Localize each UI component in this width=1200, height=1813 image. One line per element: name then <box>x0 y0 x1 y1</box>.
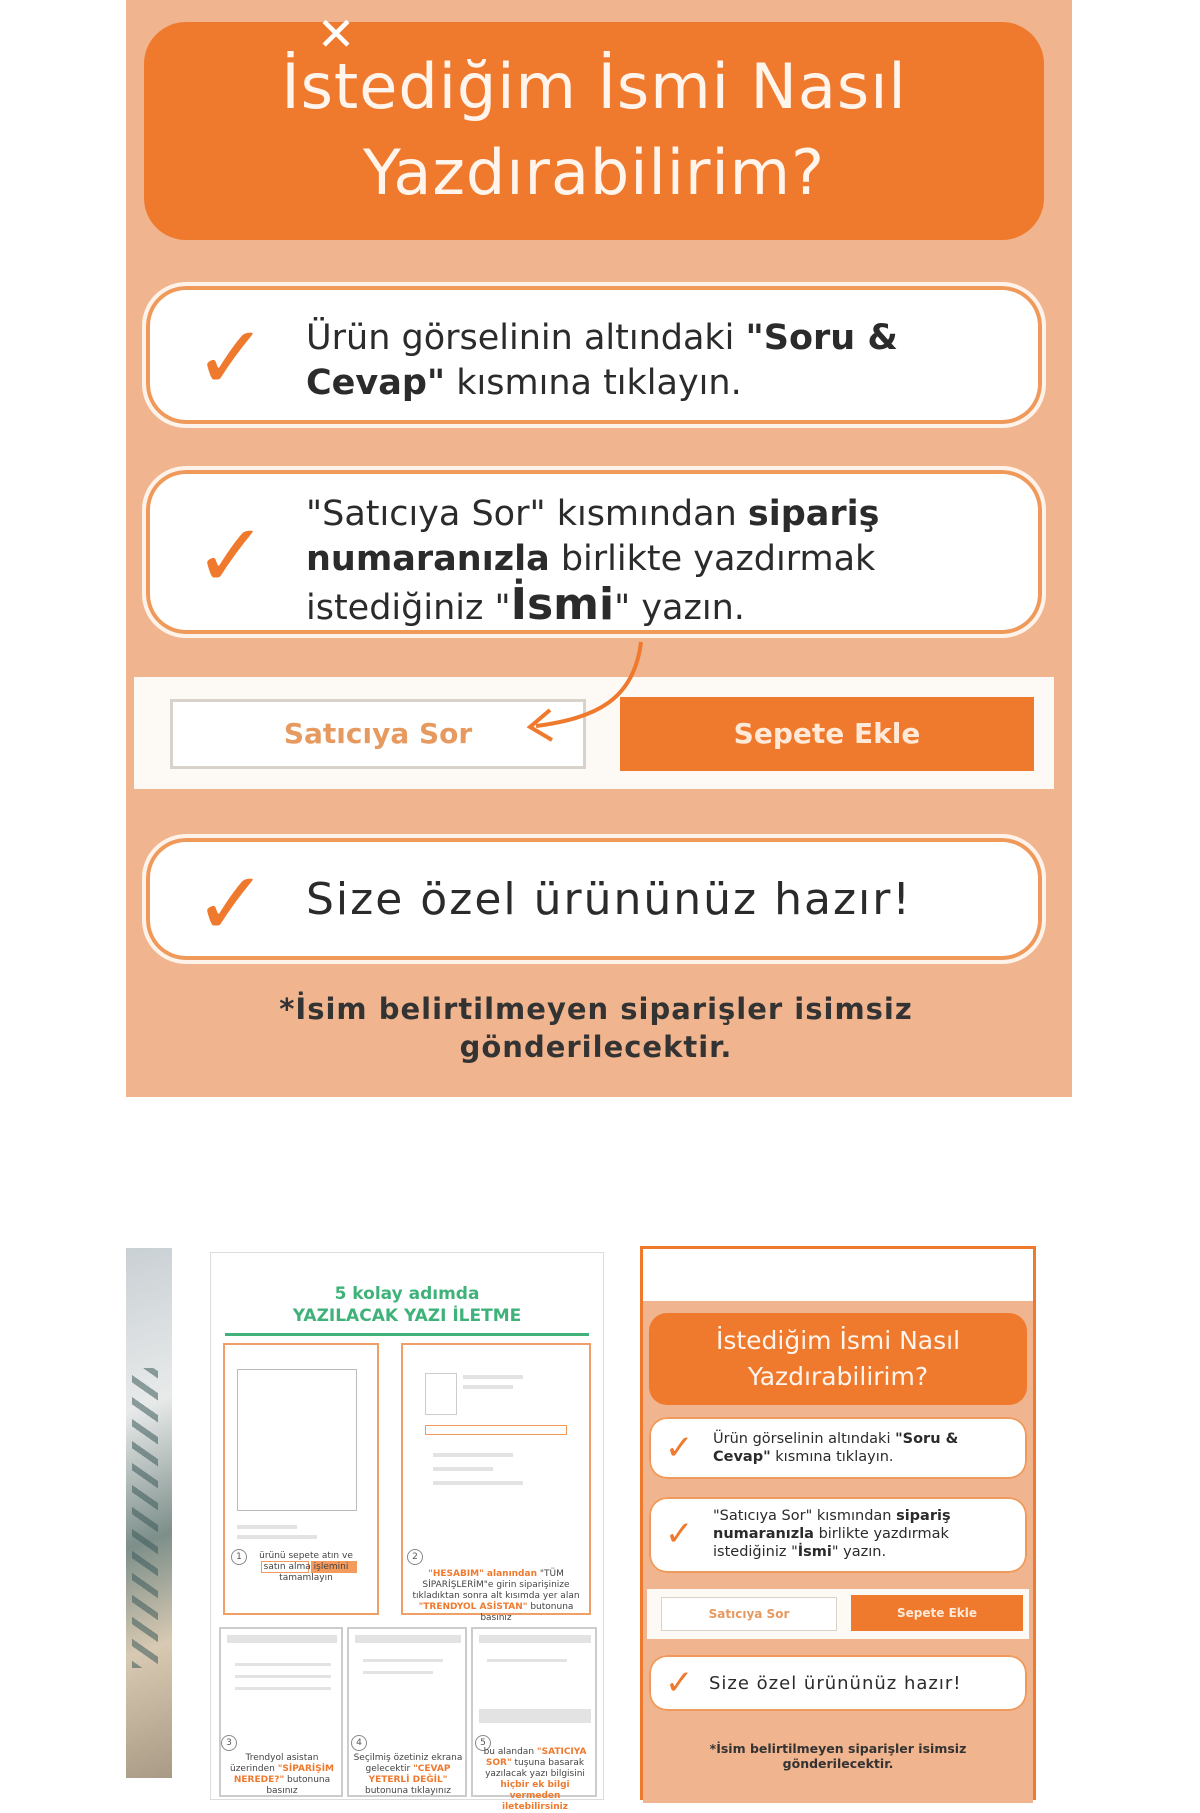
text-placeholder <box>463 1385 513 1389</box>
text-placeholder <box>463 1375 523 1379</box>
illustrated-add-to-cart-button: Sepete Ekle <box>620 697 1034 771</box>
instruction-step-2 <box>142 466 1046 638</box>
step-1-text-part: kısmına tıklayın. <box>445 363 742 403</box>
instruction-step-3 <box>142 834 1046 964</box>
step-3-caption <box>223 1753 341 1797</box>
check-icon: ✓ <box>665 1514 694 1554</box>
step-5-caption <box>477 1747 593 1813</box>
step-3-text: Size özel ürününüz hazır! <box>306 874 912 925</box>
thumbnail-step-1 <box>649 1417 1027 1479</box>
thumbnail-ask-seller-button: Satıcıya Sor <box>661 1597 837 1631</box>
step-2-text <box>306 492 1002 631</box>
thumbnail-title-banner <box>649 1313 1027 1405</box>
image-title-line2: Yazdırabilirim? <box>363 136 825 209</box>
thumbnail-step-2 <box>649 1497 1027 1573</box>
caption-text: Seçilmiş özetiniz ekrana gelecektir <box>353 1753 463 1774</box>
text-placeholder <box>433 1453 513 1457</box>
caption-text: Trendyol asistan üzerinden <box>229 1753 319 1774</box>
caption-highlight: "SİPARİŞİM NEREDE?" <box>233 1764 335 1785</box>
step-text: Size özel ürününüz hazır! <box>709 1673 962 1694</box>
check-icon: ✓ <box>194 504 268 607</box>
thumbnail-step-3 <box>649 1655 1027 1711</box>
caption-highlight: "HESABIM" alanından <box>428 1569 537 1579</box>
step-number-badge: 5 <box>475 1735 491 1751</box>
product-image-placeholder <box>425 1373 457 1415</box>
thumbnail-strip <box>0 1230 1200 1812</box>
step-2-caption <box>411 1569 581 1624</box>
text-placeholder <box>363 1659 443 1662</box>
footnote: *İsim belirtilmeyen siparişler isimsiz gönderilecektir. <box>279 992 913 1064</box>
thumbnail-previous-product-photo[interactable] <box>126 1248 172 1778</box>
caption-text: butonuna basınız <box>266 1775 331 1796</box>
step-number-badge: 2 <box>407 1549 423 1565</box>
instruction-step-1 <box>142 282 1046 428</box>
step-1-text <box>306 316 1002 406</box>
text-placeholder <box>433 1467 493 1471</box>
step-text-bold: "Soru & Cevap" <box>713 1431 959 1465</box>
step-number-badge: 4 <box>351 1735 367 1751</box>
step-4-caption <box>351 1753 465 1797</box>
check-icon: ✓ <box>665 1663 694 1703</box>
step-text-part: " yazın. <box>831 1544 887 1560</box>
step-number-badge: 3 <box>221 1735 237 1751</box>
thumbnail-heading <box>211 1283 603 1327</box>
main-product-image[interactable] <box>126 0 1072 1097</box>
thumbnail-add-to-cart-button: Sepete Ekle <box>851 1595 1023 1631</box>
check-icon: ✓ <box>194 306 268 409</box>
step-2-text-bold: İsmi <box>510 579 615 630</box>
thumbnail-body <box>643 1301 1033 1803</box>
check-icon: ✓ <box>665 1428 694 1468</box>
text-placeholder <box>479 1635 591 1643</box>
thumbnail-title-line2: Yazdırabilirim? <box>747 1362 929 1391</box>
highlight-placeholder <box>425 1425 567 1435</box>
illustrated-ask-seller-button: Satıcıya Sor <box>170 699 586 769</box>
text-placeholder <box>235 1663 331 1666</box>
step-2-text-part: " yazın. <box>614 588 745 628</box>
caption-highlight: hiçbir ek bilgi vermeden iletebilirsiniz <box>500 1780 570 1812</box>
step-text-bold: sipariş numaranızla <box>713 1508 951 1542</box>
caption-text: butonuna tıklayınız <box>365 1786 451 1796</box>
caption-text: tuşuna basarak yazılacak yazı bilgisini <box>485 1758 585 1779</box>
step-number-badge: 1 <box>231 1549 247 1565</box>
text-placeholder <box>237 1525 297 1529</box>
thumbnail-button-row <box>647 1589 1029 1639</box>
step-2-text-bold: sipariş numaranızla <box>306 494 880 579</box>
thumbnail-selected-guide[interactable] <box>640 1246 1036 1800</box>
text-placeholder <box>235 1675 331 1678</box>
image-title-line1: İstediğim İsmi Nasıl <box>281 50 907 123</box>
step-1-caption: ürünü sepete atın ve satın alma işlemini tamamlayın <box>259 1551 353 1583</box>
thumbnail-title-line1: İstediğim İsmi Nasıl <box>715 1326 961 1355</box>
text-placeholder <box>237 1535 317 1539</box>
text-placeholder <box>479 1709 591 1723</box>
thumbnail-heading-line2: YAZILACAK YAZI İLETME <box>292 1306 522 1326</box>
step-text-part: "Satıcıya Sor" kısmından <box>713 1508 897 1524</box>
close-icon[interactable]: ✕ <box>316 7 356 61</box>
thumbnail-5-steps-guide[interactable] <box>210 1252 604 1812</box>
text-placeholder <box>235 1687 331 1690</box>
check-icon: ✓ <box>194 852 268 955</box>
step-text-part: kısmına tıklayın. <box>770 1449 894 1465</box>
divider <box>225 1333 589 1336</box>
caption-highlight: "CEVAP YETERLİ DEĞİL" <box>368 1764 451 1785</box>
product-image-placeholder <box>237 1369 357 1511</box>
caption-text: butonuna basınız <box>480 1602 574 1623</box>
caption-text: "TÜM SİPARİŞLERİM"e girin siparişinize tıkladıktan sonra alt kısımda yer alan <box>412 1569 580 1601</box>
text-placeholder <box>363 1671 433 1674</box>
step-2-text-part: birlikte yazdırmak istediğiniz " <box>306 539 876 628</box>
caption-highlight: "SATICIYA SOR" <box>485 1747 587 1768</box>
caption-highlight: "TRENDYOL ASİSTAN" <box>418 1602 528 1612</box>
text-placeholder <box>227 1635 337 1643</box>
step-text-part: Ürün görselinin altındaki <box>713 1431 896 1447</box>
caption-text: bu alandan <box>483 1747 535 1757</box>
text-placeholder <box>433 1481 523 1485</box>
step-text-bold: İsmi <box>797 1544 832 1560</box>
thumbnail-heading-line1: 5 kolay adımda <box>334 1284 480 1304</box>
step-1-text-bold: "Soru & Cevap" <box>306 318 898 403</box>
text-placeholder <box>355 1635 461 1643</box>
image-title-banner <box>144 22 1044 240</box>
step-2-text-part: "Satıcıya Sor" kısmından <box>306 494 748 534</box>
curved-arrow-icon <box>506 640 646 750</box>
step-text-part: birlikte yazdırmak istediğiniz " <box>713 1526 949 1560</box>
step-1-text-part: Ürün görselinin altındaki <box>306 318 746 358</box>
thumbnail-footnote: *İsim belirtilmeyen siparişler isimsiz gönderilecektir. <box>709 1741 967 1771</box>
text-placeholder <box>487 1659 567 1662</box>
